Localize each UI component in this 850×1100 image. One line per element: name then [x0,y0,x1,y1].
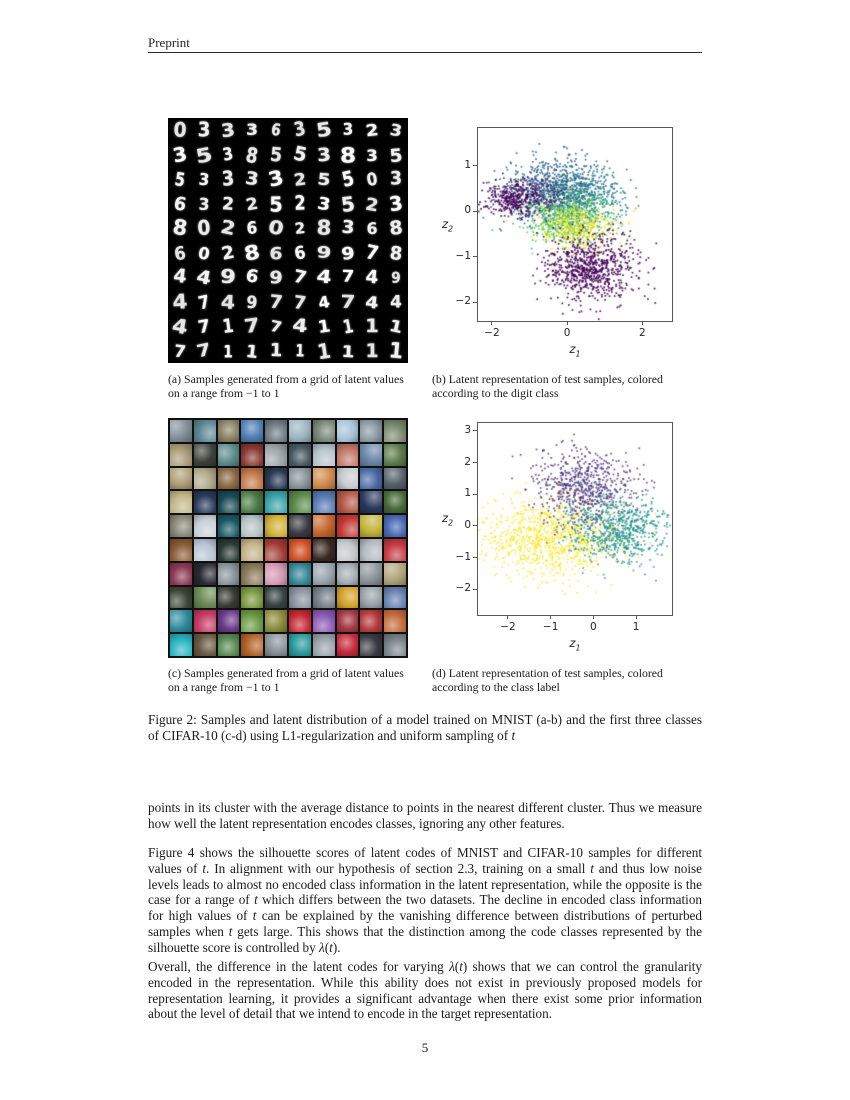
subcaption-b: (b) Latent representation of test samples, colored according to the digit class [432,372,663,401]
mnist-digit-cell: 0 [365,168,379,191]
cifar-image-cell [384,539,406,561]
mnist-digit-cell: 3 [197,118,211,142]
mnist-digit-cell: 7 [268,290,284,314]
mnist-digit-cell: 9 [268,266,284,288]
paragraph-3: Overall, the difference in the latent codes for varying λ(t) shows that we can control the granularity encoded in the representation. While this ability does not exist in previously proposed models for representation learning, it provides a significant advantage when there exist some prior information about the level of detail that we intend to encode in the target representation. [148,959,703,1022]
mnist-digit-cell: 0 [196,242,212,264]
cifar-image-cell [337,491,359,513]
cifar-image-cell [194,515,216,537]
cifar-image-cell [218,587,240,609]
paragraph-2: Figure 4 shows the silhouette scores of latent codes of MNIST and CIFAR-10 samples for different values of t. In alignment with our hypothesis of section 2.3, training on a small t and thus low noise levels leads to almost no encoded class information in the latent representation, while the opposite is the case for a range of t which differs between the two datasets. The decline in encoded class information for high values of t can be explained by the vanishing difference between distributions of perturbed samples when t gets large. This shows that the distinction among the code classes represented by the silhouette score is controlled by λ(t). [148,845,703,955]
subcaption-a: (a) Samples generated from a grid of latent values on a range from −1 to 1 [168,372,404,401]
y-tick-label: 2 [464,455,471,468]
y-tick-label: −2 [455,295,471,308]
mnist-digit-cell: 8 [243,141,261,169]
mnist-digit-cell: 1 [221,314,235,338]
x-tick-label: −2 [484,327,500,339]
cifar-image-cell [241,468,263,490]
header-rule [148,52,702,53]
mnist-digit-cell: 1 [315,337,333,364]
mnist-digit-cell: 5 [316,169,332,190]
figure-b-latent-scatter [442,127,673,359]
y-tick-mark [473,430,477,431]
cifar-image-cell [265,587,287,609]
cifar-image-cell [241,563,263,585]
mnist-digit-cell: 4 [390,292,402,312]
cifar-image-cell [289,468,311,490]
paragraph-1: points in its cluster with the average distance to points in the nearest different cluster. Thus we measure how well the latent representation encodes classes, ignoring any other features. [148,800,702,831]
mnist-digit-cell: 6 [269,120,283,141]
mnist-digit-cell: 5 [173,167,187,191]
cifar-image-cell [218,563,240,585]
mnist-digit-cell: 1 [295,340,305,361]
scatter-point-canvas [478,128,672,321]
mnist-digit-cell: 1 [387,338,405,364]
cifar-image-cell [194,634,216,656]
cifar-image-cell [265,468,287,490]
cifar-image-cell [289,539,311,561]
cifar-image-cell [289,587,311,609]
mnist-digit-cell: 0 [266,216,286,241]
x-tick-mark [636,615,637,619]
cifar-image-cell [194,610,216,632]
mnist-digit-cell: 7 [341,267,355,287]
x-tick-mark [491,321,492,325]
cifar-image-cell [384,610,406,632]
cifar-image-cell [194,539,216,561]
mnist-digit-cell: 2 [294,192,306,216]
cifar-image-cell [289,610,311,632]
mnist-digit-cell: 1 [269,340,283,362]
cifar-image-cell [313,563,335,585]
cifar-image-cell [194,491,216,513]
cifar-image-cell [241,634,263,656]
mnist-digit-cell: 9 [340,242,356,264]
mnist-digit-cell: 1 [387,315,405,337]
cifar-image-cell [337,563,359,585]
cifar-image-cell [218,420,240,442]
mnist-digit-cell: 1 [316,315,332,337]
cifar-image-cell [289,491,311,513]
cifar-image-cell [218,515,240,537]
mnist-digit-cell: 6 [172,241,188,265]
cifar-image-cell [218,468,240,490]
mnist-digit-cell: 5 [193,141,215,168]
mnist-digit-cell: 6 [292,241,308,264]
mnist-digit-cell: 5 [269,191,283,217]
cifar-image-cell [360,515,382,537]
cifar-image-cell [289,634,311,656]
mnist-digit-cell: 7 [268,316,284,337]
mnist-digit-cell: 1 [340,340,356,361]
mnist-digit-cell: 9 [316,243,332,263]
cifar-image-cell [170,491,192,513]
cifar-image-cell [241,491,263,513]
cifar-image-cell [218,491,240,513]
mnist-digit-cell: 3 [197,169,211,190]
mnist-digit-cell: 7 [196,290,212,313]
cifar-image-cell [384,468,406,490]
mnist-digit-cell: 7 [242,314,262,339]
mnist-digit-cell: 3 [316,143,332,166]
cifar-image-cell [194,468,216,490]
mnist-digit-cell: 4 [194,265,214,290]
mnist-digit-cell: 9 [219,265,237,289]
y-tick-mark [473,211,477,212]
cifar-image-cell [337,468,359,490]
figure-c-cifar-sample-grid [168,418,408,658]
x-axis-label: $z_1$ [569,342,581,359]
cifar-image-cell [337,420,359,442]
cifar-image-cell [218,610,240,632]
mnist-digit-cell: 4 [364,291,380,312]
mnist-digit-cell: 6 [269,242,283,263]
cifar-image-cell [360,634,382,656]
mnist-digit-cell: 8 [388,241,404,265]
mnist-digit-cell: 3 [365,145,379,165]
y-tick-label: 1 [464,158,471,171]
mnist-digit-cell: 8 [388,216,404,240]
cifar-image-cell [265,610,287,632]
x-tick-label: 0 [590,621,597,633]
cifar-image-cell [384,563,406,585]
figure-a-mnist-sample-grid [168,118,408,363]
mnist-digit-cell: 1 [223,340,233,361]
mnist-digit-cell: 0 [172,118,188,143]
mnist-digit-cell: 3 [170,142,190,168]
mnist-digit-cell: 3 [340,217,356,239]
mnist-digit-cell: 3 [292,118,308,143]
cifar-image-cell [313,491,335,513]
mnist-digit-cell: 9 [391,268,401,287]
cifar-image-cell [360,539,382,561]
x-tick-label: 1 [632,621,640,633]
cifar-image-cell [337,634,359,656]
scatter-point-canvas [478,423,672,615]
mnist-digit-cell: 8 [316,216,332,241]
mnist-digit-cell: 6 [246,218,258,239]
cifar-image-cell [384,491,406,513]
mnist-digit-cell: 1 [244,339,260,362]
cifar-image-cell [384,587,406,609]
mnist-digit-cell: 3 [221,144,235,166]
mnist-digit-cell: 3 [219,118,237,142]
cifar-image-cell [360,468,382,490]
cifar-image-cell [265,444,287,466]
mnist-digit-cell: 1 [365,340,379,362]
mnist-digit-cell: 4 [364,266,380,289]
cifar-image-cell [241,444,263,466]
cifar-image-cell [241,515,263,537]
mnist-digit-cell: 2 [221,193,235,215]
cifar-image-cell [289,444,311,466]
y-tick-label: −1 [455,550,471,563]
mnist-digit-cell: 4 [171,289,189,314]
mnist-digit-cell: 2 [218,216,238,241]
cifar-image-cell [360,610,382,632]
x-tick-mark [642,321,643,325]
mnist-digit-cell: 5 [388,143,404,166]
cifar-image-cell [337,515,359,537]
cifar-image-cell [313,539,335,561]
x-tick-label: −1 [542,621,559,633]
y-tick-mark [473,589,477,590]
cifar-image-cell [170,563,192,585]
x-tick-mark [593,615,594,619]
cifar-image-cell [360,563,382,585]
mnist-digit-cell: 1 [365,315,379,337]
mnist-digit-cell: 3 [388,120,404,141]
mnist-digit-cell: 4 [220,290,236,314]
mnist-digit-cell: 3 [315,192,333,215]
cifar-image-cell [313,515,335,537]
y-tick-mark [473,525,477,526]
cifar-image-cell [337,610,359,632]
cifar-image-cell [265,634,287,656]
mnist-digit-cell: 4 [291,315,309,338]
mnist-digit-cell: 5 [314,118,334,142]
mnist-digit-cell: 7 [196,315,212,338]
y-tick-label: 0 [464,518,471,531]
mnist-digit-cell: 4 [316,291,332,312]
x-tick-label: 2 [638,327,646,339]
y-tick-mark [473,557,477,558]
x-tick-mark [567,321,568,325]
mnist-digit-cell: 5 [339,166,357,193]
cifar-image-cell [194,444,216,466]
cifar-image-cell [313,468,335,490]
mnist-digit-cell: 3 [387,191,405,216]
mnist-digit-cell: 3 [220,167,236,192]
figure-d-latent-scatter [442,422,673,653]
cifar-image-cell [384,515,406,537]
cifar-image-cell [313,444,335,466]
cifar-image-cell [360,587,382,609]
y-tick-mark [473,494,477,495]
mnist-digit-cell: 5 [291,142,309,168]
y-tick-mark [473,165,477,166]
mnist-digit-cell: 5 [268,143,283,167]
cifar-image-cell [289,563,311,585]
cifar-image-cell [170,444,192,466]
cifar-image-cell [241,610,263,632]
mnist-digit-cell: 6 [244,266,260,288]
cifar-image-cell [265,420,287,442]
mnist-digit-cell: 7 [363,240,381,266]
cifar-image-cell [265,515,287,537]
cifar-image-cell [289,420,311,442]
cifar-image-cell [170,468,192,490]
mnist-digit-cell: 4 [315,266,333,289]
mnist-digit-cell: 9 [245,291,259,312]
mnist-digit-cell: 7 [340,291,356,313]
mnist-digit-cell: 4 [170,313,190,340]
subcaption-d: (d) Latent representation of test samples, colored according to the class label [432,666,663,695]
mnist-digit-cell: 2 [363,192,381,216]
cifar-image-cell [170,539,192,561]
cifar-image-cell [241,539,263,561]
mnist-digit-cell: 7 [172,340,188,362]
cifar-image-cell [337,587,359,609]
cifar-image-cell [170,610,192,632]
cifar-image-cell [170,515,192,537]
mnist-digit-cell: 3 [389,168,403,191]
mnist-digit-cell: 3 [198,193,210,214]
cifar-image-cell [194,420,216,442]
figure-caption: Figure 2: Samples and latent distribution of a model trained on MNIST (a-b) and the first three classes of CIFAR-10 (c-d) using L1-regularization and uniform sampling of t [148,712,702,744]
cifar-image-cell [241,587,263,609]
cifar-image-cell [218,444,240,466]
cifar-image-cell [384,420,406,442]
y-tick-mark [473,302,477,303]
cifar-image-cell [337,444,359,466]
page-number: 5 [421,1040,429,1055]
cifar-image-cell [170,634,192,656]
mnist-digit-cell: 2 [293,218,307,238]
cifar-image-cell [170,587,192,609]
cifar-image-cell [194,587,216,609]
cifar-image-cell [265,539,287,561]
mnist-digit-cell: 7 [194,339,214,362]
mnist-digit-cell: 0 [196,216,212,241]
cifar-image-cell [360,420,382,442]
y-tick-label: 0 [464,204,471,217]
mnist-digit-cell: 7 [291,265,309,289]
cifar-image-cell [384,444,406,466]
mnist-digit-cell: 3 [266,166,286,193]
cifar-image-cell [265,491,287,513]
cifar-image-cell [194,563,216,585]
mnist-digit-cell: 1 [340,314,356,338]
x-tick-label: −2 [500,621,516,633]
x-tick-mark [507,615,508,619]
mnist-digit-cell: 2 [292,168,308,190]
cifar-image-cell [265,563,287,585]
mnist-digit-cell: 3 [245,120,259,140]
cifar-image-cell [384,634,406,656]
cifar-image-cell [289,515,311,537]
mnist-digit-cell: 7 [292,290,308,314]
y-tick-label: 1 [464,487,471,500]
cifar-image-cell [218,634,240,656]
header-text: Preprint [148,35,190,50]
x-axis-label: $z_1$ [569,636,581,653]
cifar-image-cell [313,587,335,609]
mnist-digit-cell: 3 [244,168,260,191]
mnist-digit-cell: 2 [364,120,380,141]
mnist-digit-cell: 8 [339,142,357,168]
mnist-digit-cell: 5 [339,190,357,217]
cifar-image-cell [241,420,263,442]
mnist-digit-cell: 4 [172,265,188,289]
y-tick-label: −2 [455,582,471,595]
cifar-image-cell [313,420,335,442]
y-tick-label: −1 [455,249,471,262]
cifar-image-cell [360,444,382,466]
subcaption-c: (c) Samples generated from a grid of latent values on a range from −1 to 1 [168,666,404,695]
mnist-digit-cell: 3 [342,121,354,140]
cifar-image-cell [313,634,335,656]
cifar-image-cell [218,539,240,561]
mnist-digit-cell: 8 [171,215,189,242]
cifar-image-cell [337,539,359,561]
y-tick-mark [473,256,477,257]
mnist-digit-cell: 8 [242,240,262,266]
y-axis-label: $z_2$ [442,511,454,528]
y-axis-label: $z_2$ [442,216,454,234]
mnist-digit-cell: 6 [366,218,378,238]
x-tick-label: 0 [563,327,571,339]
cifar-image-cell [170,420,192,442]
running-header [148,35,190,51]
mnist-digit-cell: 2 [244,193,260,215]
mnist-digit-cell: 6 [172,192,188,216]
y-tick-label: 3 [464,423,471,436]
y-tick-mark [473,462,477,463]
cifar-image-cell [313,610,335,632]
cifar-image-cell [360,491,382,513]
x-tick-mark [550,615,551,619]
mnist-digit-cell: 2 [219,241,237,264]
